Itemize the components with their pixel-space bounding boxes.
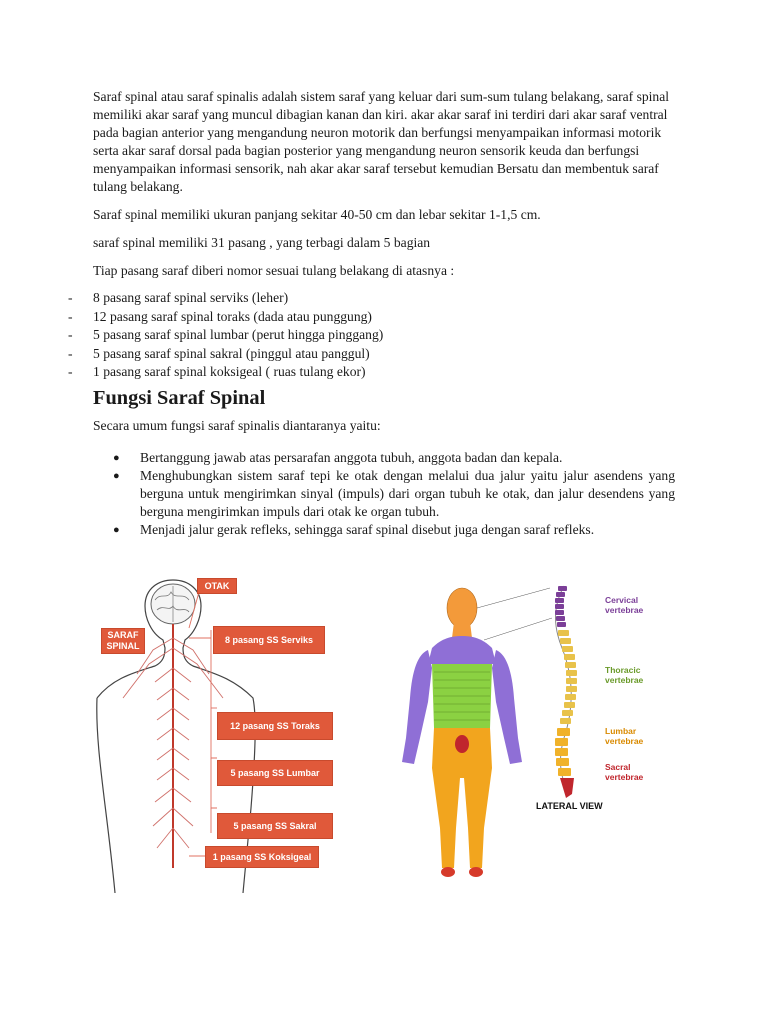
label-sakral [217,813,333,839]
list-item-text: 8 pasang saraf spinal serviks (leher) [93,290,289,305]
label-toraks-text: 12 pasang SS Toraks [230,720,320,731]
pairs-paragraph: saraf spinal memiliki 31 pasang , yang terbagi dalam 5 bagian [93,235,431,250]
section-intro: Secara umum fungsi saraf spinalis diantaranya yaitu: [93,418,381,433]
list-item-text: Menjadi jalur gerak refleks, sehingga saraf spinal disebut juga dengan saraf refleks. [140,522,595,537]
lateral-view-caption: LATERAL VIEW [536,801,603,811]
size-paragraph: Saraf spinal memiliki ukuran panjang sekitar 40-50 cm dan lebar sekitar 1-1,5 cm. [93,207,541,222]
dash-marker: - [68,364,73,379]
section-heading: Fungsi Saraf Spinal [93,387,266,409]
list-item-text: 1 pasang saraf spinal koksigeal ( ruas tulang ekor) [93,364,366,379]
intro-paragraph: Saraf spinal atau saraf spinalis adalah sistem saraf yang keluar dari sum-sum tulang belakang, saraf spinal memiliki akar saraf yang muncul dibagian kanan dan kiri. akar akar saraf ini terdiri dari akar saraf ventral pada bagian anterior yang mengandung neuron motorik dan berfungsi menyampaikan informasi motorik serta akar saraf dorsal pada bagian posterior yang mengandung neuron sensorik keuda dan berfungsi menyampaikan informasi sensorik, nah akar akar saraf tersebut kemudian Bersatu dan membentuk saraf tulang belakang. [93,89,670,194]
spinal-pairs-list [68,289,668,382]
dash-marker: - [68,308,73,324]
list-item [113,449,675,467]
list-item-text: 5 pasang saraf spinal sakral (pinggul atau panggul) [93,345,370,361]
label-serviks [213,626,325,654]
list-item [68,326,668,345]
spinal-nerves-back-figure [93,578,335,893]
bullet-marker: ● [113,452,120,464]
list-item-text: 5 pasang saraf spinal lumbar (perut hingga pinggang) [93,327,384,342]
bullet-marker: ● [113,524,120,536]
list-item [113,467,675,521]
label-saraf-spinal [101,628,145,654]
list-item-text: Bertanggung jawab atas persarafan anggota tubuh, anggota badan dan kepala. [140,450,563,465]
numbering-paragraph: Tiap pasang saraf diberi nomor sesuai tulang belakang di atasnya : [93,263,455,278]
dash-marker: - [68,290,73,305]
label-koksigeal-text: 1 pasang SS Koksigeal [212,851,312,862]
list-item [68,308,668,327]
list-item-text: 12 pasang saraf spinal toraks (dada atau punggung) [93,308,372,324]
label-thoracic: Thoracic vertebrae [605,665,644,685]
dash-marker: - [68,327,73,342]
label-lumbar [217,760,333,786]
label-lumbar: Lumbar vertebrae [605,726,644,746]
label-cervical: Cervical vertebrae [605,595,644,615]
list-item [68,363,668,382]
label-sacral: Sacral vertebrae [605,762,644,782]
dash-marker: - [68,345,73,361]
dermatome-figure [392,578,652,894]
label-lumbar-text: 5 pasang SS Lumbar [230,767,320,778]
list-item [68,289,668,308]
label-otak-text: OTAK [204,580,230,591]
label-saraf-spinal-text: SARAF SPINAL [106,630,140,651]
label-serviks-text: 8 pasang SS Serviks [224,634,314,645]
list-item [68,345,668,364]
label-otak [197,578,237,594]
function-list [113,449,675,539]
label-sakral-text: 5 pasang SS Sakral [233,820,317,831]
bullet-marker: ● [113,470,120,482]
label-koksigeal [205,846,319,868]
label-toraks [217,712,333,740]
list-item-text: Menghubungkan sistem saraf tepi ke otak dengan melalui dua jalur yaitu jalur asendens yang berguna untuk mengirimkan sinyal (impuls) dari organ tubuh ke otak, dan jalur desendens yang berguna mengirimkan impuls dari otak ke organ tubuh. [140,468,675,519]
list-item [113,521,675,539]
